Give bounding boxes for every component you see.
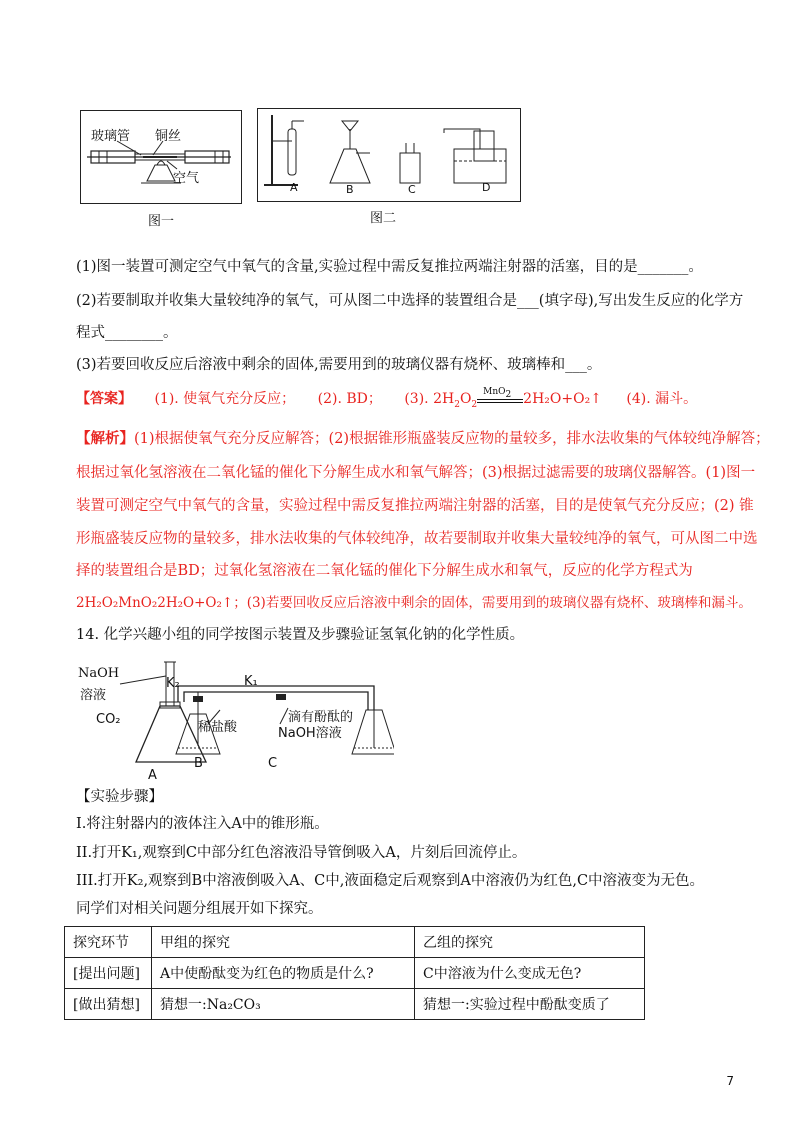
answer-line bbox=[76, 389, 697, 415]
figure-2-label-b: B bbox=[346, 183, 354, 196]
question-2-line-1: (2)若要制取并收集大量较纯净的氧气，可从图二中选择的装置组合是___(填字母),写出发生反应的化学方 bbox=[76, 293, 744, 309]
analysis-tag: 【解析】 bbox=[76, 430, 134, 447]
analysis-line-6: 2H₂O₂MnO₂2H₂O+O₂↑；(3)若要回收反应后溶液中剩余的固体，需要用到的玻璃仪器有烧杯、玻璃棒和漏斗。 bbox=[76, 595, 752, 611]
catalyst-bar bbox=[477, 399, 523, 403]
table-row bbox=[65, 958, 645, 989]
step-3: III.打开K₂,观察到B中溶液倒吸入A、C中,液面稳定后观察到A中溶液仍为红色,C中溶液变为无色。 bbox=[76, 873, 705, 889]
answer-sub-2: 2 bbox=[471, 399, 478, 410]
answer-part-1: (1). 使氧气充分反应； bbox=[154, 391, 296, 407]
table-cell: [做出猜想] bbox=[65, 989, 152, 1020]
figure-1-frame bbox=[80, 110, 242, 204]
question-3: (3)若要回收反应后溶液中剩余的固体,需要用到的玻璃仪器有烧杯、玻璃棒和___。 bbox=[76, 357, 602, 373]
figure-3-label-hydrochloric-acid: 稀盐酸 bbox=[198, 720, 238, 735]
figure-3-label-naoh-solution: NaOH溶液 bbox=[278, 726, 342, 741]
step-1: I.将注射器内的液体注入A中的锥形瓶。 bbox=[76, 816, 329, 832]
figure-1-label-copper-wire: 铜丝 bbox=[155, 129, 182, 144]
figure-1-label-air: 空气 bbox=[173, 171, 200, 186]
figure-3-label-naoh: NaOH bbox=[78, 666, 120, 681]
figure-3-label-k1: K₁ bbox=[244, 674, 258, 689]
table-cell: 甲组的探究 bbox=[152, 927, 415, 958]
answer-part-3-products: 2H₂O+O₂↑ bbox=[523, 391, 602, 407]
table-cell: [提出问题] bbox=[65, 958, 152, 989]
question-14-title: 14. 化学兴趣小组的同学按图示装置及步骤验证氢氧化钠的化学性质。 bbox=[76, 627, 525, 643]
inquiry-table bbox=[64, 926, 645, 1020]
figure-3-label-phenolphthalein: 滴有酚酞的 bbox=[288, 710, 354, 725]
figure-3-label-a: A bbox=[148, 768, 157, 783]
steps-header: 【实验步骤】 bbox=[76, 789, 163, 805]
figure-2-frame bbox=[257, 108, 521, 202]
figure-2-label-d: D bbox=[482, 181, 491, 194]
answer-sub-1: 2 bbox=[454, 399, 460, 410]
figure-3-label-b: B bbox=[194, 756, 203, 771]
table-row bbox=[65, 927, 645, 958]
answer-part-3 bbox=[404, 387, 602, 410]
figure-1-label-glass-tube: 玻璃管 bbox=[91, 129, 131, 144]
answer-part-2: (2). BD； bbox=[317, 391, 382, 407]
figure-1-caption: 图一 bbox=[148, 214, 175, 229]
analysis-line-5: 择的装置组合是BD；过氧化氢溶液在二氧化锰的催化下分解生成水和氧气，反应的化学方程式为 bbox=[76, 563, 693, 579]
table-cell: A中使酚酞变为红色的物质是什么? bbox=[152, 958, 415, 989]
figure-3-label-c: C bbox=[268, 756, 278, 771]
question-1: (1)图一装置可测定空气中氧气的含量,实验过程中需反复推拉两端注射器的活塞，目的是_______。 bbox=[76, 259, 703, 275]
table-cell: 乙组的探究 bbox=[415, 927, 645, 958]
analysis-text-1: (1)根据使氧气充分反应解答；(2)根据锥形瓶盛装反应物的量较多，排水法收集的气体较纯净解答； bbox=[134, 431, 770, 447]
question-2-line-2: 程式________。 bbox=[76, 325, 178, 341]
table-cell: 探究环节 bbox=[65, 927, 152, 958]
page-number: 7 bbox=[726, 1074, 734, 1088]
answer-part-3-label: (3). 2H bbox=[404, 391, 455, 407]
analysis-line-3: 装置可测定空气中氧气的含量，实验过程中需反复推拉两端注射器的活塞，目的是使氧气充分反应；(2) 锥 bbox=[76, 498, 754, 514]
figure-3-label-co2: CO₂ bbox=[96, 712, 121, 727]
table-intro: 同学们对相关问题分组展开如下探究。 bbox=[76, 901, 323, 917]
catalyst-label: MnO$_2$ bbox=[483, 387, 512, 400]
figure-2-label-c: C bbox=[408, 183, 416, 196]
analysis-line-4: 形瓶盛装反应物的量较多，排水法收集的气体较纯净，故若要制取并收集大量较纯净的氧气，可从图二中选 bbox=[76, 531, 758, 547]
answer-o: O bbox=[459, 391, 472, 407]
table-row bbox=[65, 989, 645, 1020]
table-cell: C中溶液为什么变成无色? bbox=[415, 958, 645, 989]
answer-tag: 【答案】 bbox=[76, 391, 132, 407]
analysis-line-1 bbox=[76, 429, 770, 449]
table-cell: 猜想一:实验过程中酚酞变质了 bbox=[415, 989, 645, 1020]
step-2: II.打开K₁,观察到C中部分红色溶液沿导管倒吸入A，片刻后回流停止。 bbox=[76, 845, 527, 861]
figure-3-label-k2: K₂ bbox=[166, 676, 180, 691]
figure-3-label-solution: 溶液 bbox=[80, 688, 107, 703]
figure-2-caption: 图二 bbox=[370, 211, 397, 226]
table-cell: 猜想一:Na₂CO₃ bbox=[152, 989, 415, 1020]
answer-part-4: (4). 漏斗。 bbox=[626, 391, 698, 407]
catalyst-arrow bbox=[477, 387, 523, 407]
analysis-line-2: 根据过氧化氢溶液在二氧化锰的催化下分解生成水和氧气解答；(3)根据过滤需要的玻璃仪器解答。(1)图一 bbox=[76, 465, 756, 481]
figure-2-label-a: A bbox=[290, 181, 298, 194]
